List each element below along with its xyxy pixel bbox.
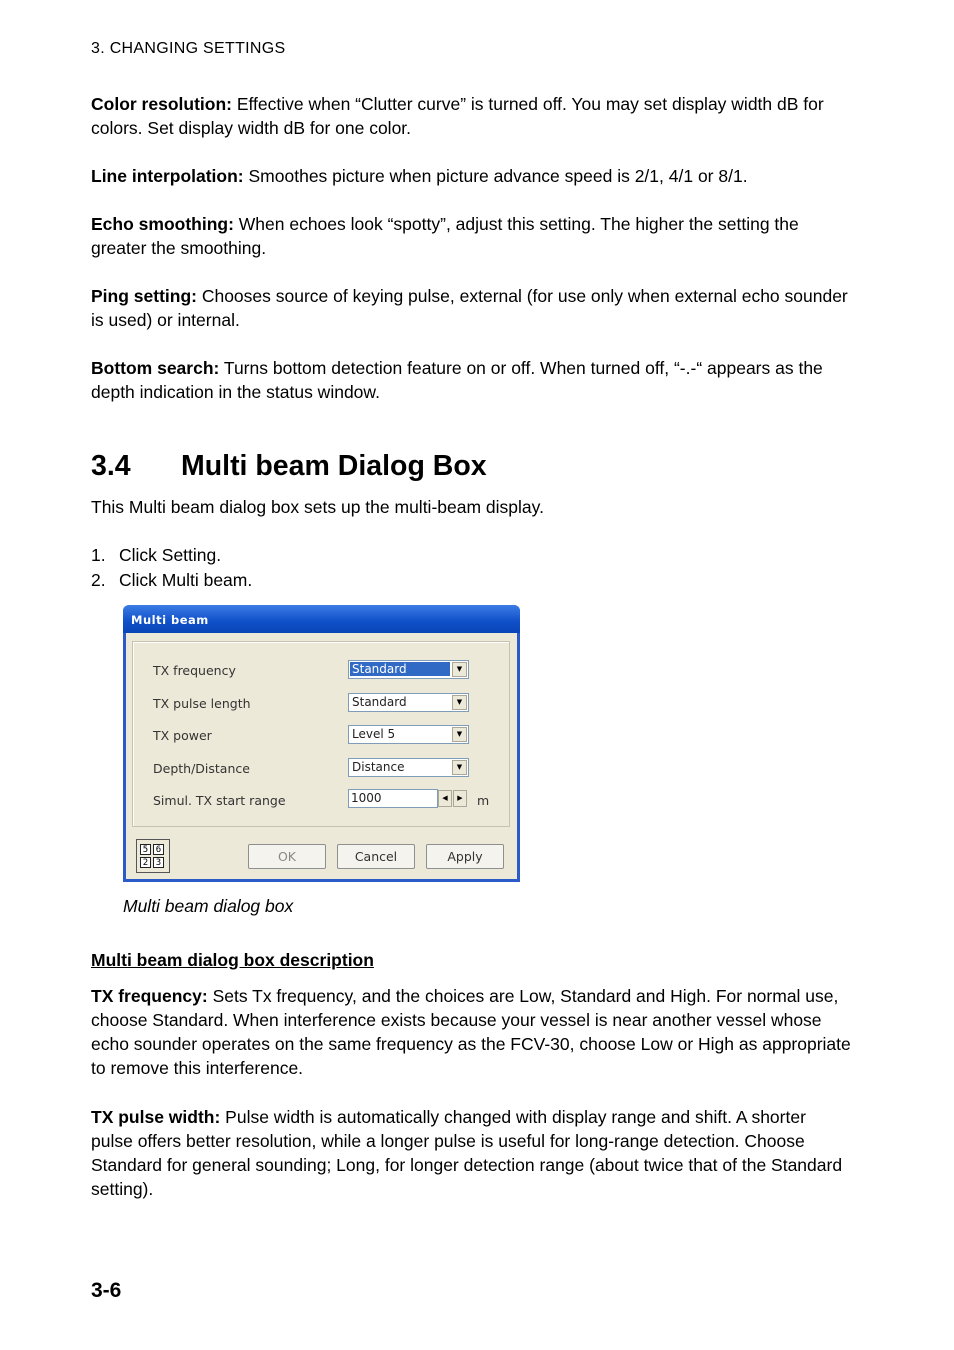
term: Ping setting: — [91, 286, 197, 306]
simul-tx-start-range-value: 1000 — [351, 791, 382, 805]
dialog-titlebar[interactable] — [123, 605, 520, 633]
tx-frequency-select[interactable] — [348, 660, 469, 679]
para-line-interpolation — [91, 164, 851, 188]
beam-layout-icon[interactable] — [136, 839, 170, 873]
chevron-down-icon[interactable]: ▼ — [452, 662, 467, 677]
chevron-down-icon[interactable]: ▼ — [452, 695, 467, 710]
chevron-down-icon[interactable]: ▼ — [452, 727, 467, 742]
simul-tx-start-range-input[interactable] — [348, 789, 438, 808]
tx-frequency-label: TX frequency — [153, 663, 236, 678]
tx-power-select[interactable] — [348, 725, 469, 744]
body-text: Smoothes picture when picture advance speed is 2/1, 4/1 or 8/1. — [243, 166, 748, 186]
grid-cell: 3 — [153, 857, 164, 868]
body-text: When echoes look “spotty”, adjust this setting. The higher the setting the greater the smoothing. — [91, 214, 799, 258]
step-text: Click Multi beam. — [119, 570, 253, 590]
para-echo-smoothing — [91, 212, 851, 260]
tx-pulse-length-value: Standard — [352, 695, 407, 709]
section-heading — [91, 450, 487, 483]
cancel-button[interactable]: Cancel — [337, 844, 415, 869]
tx-power-value: Level 5 — [352, 727, 396, 741]
spin-left-icon[interactable]: ◀ — [438, 790, 452, 807]
step-list — [91, 543, 252, 593]
para-bottom-search — [91, 356, 851, 404]
range-unit: m — [477, 793, 490, 808]
step-item — [91, 568, 252, 593]
body-text: Chooses source of keying pulse, external (for use only when external echo sounder is used) or internal. — [91, 286, 848, 330]
term: Color resolution: — [91, 94, 232, 114]
depth-distance-label: Depth/Distance — [153, 761, 250, 776]
grid-cell: 6 — [153, 844, 164, 855]
figure-caption: Multi beam dialog box — [123, 896, 294, 916]
apply-button[interactable]: Apply — [426, 844, 504, 869]
depth-distance-select[interactable] — [348, 758, 469, 777]
section-intro: This Multi beam dialog box sets up the multi-beam display. — [91, 497, 544, 517]
para-color-resolution — [91, 92, 851, 140]
ok-button[interactable]: OK — [248, 844, 326, 869]
term: TX pulse width: — [91, 1107, 221, 1127]
term: TX frequency: — [91, 986, 208, 1006]
body-text: Turns bottom detection feature on or off. When turned off, “-.-“ appears as the depth indication in the status window. — [91, 358, 823, 402]
dialog-client-area — [126, 633, 517, 879]
running-head: 3. CHANGING SETTINGS — [91, 40, 286, 57]
tx-frequency-value: Standard — [350, 662, 450, 676]
step-number: 1. — [91, 545, 106, 565]
depth-distance-value: Distance — [352, 760, 405, 774]
chevron-down-icon[interactable]: ▼ — [452, 760, 467, 775]
section-number: 3.4 — [91, 450, 131, 482]
step-text: Click Setting. — [119, 545, 222, 565]
page-number: 3-6 — [91, 1279, 122, 1302]
step-item — [91, 543, 252, 568]
para-tx-frequency — [91, 984, 851, 1080]
grid-cell: 5 — [140, 844, 151, 855]
simul-tx-start-range-label: Simul. TX start range — [153, 793, 286, 808]
tx-pulse-length-label: TX pulse length — [153, 696, 251, 711]
body-text: Sets Tx frequency, and the choices are Low, Standard and High. For normal use, choose Standard. When interference exists because your vessel is near another vessel whose echo sounder operates on the same frequency as the FCV-30, choose Low or High as appropriate to remove this interference. — [91, 986, 851, 1078]
tx-power-label: TX power — [153, 728, 212, 743]
step-number: 2. — [91, 570, 106, 590]
dialog-title: Multi beam — [131, 613, 209, 627]
tx-pulse-length-select[interactable] — [348, 693, 469, 712]
spin-right-icon[interactable]: ▶ — [453, 790, 467, 807]
para-tx-pulse-width — [91, 1105, 851, 1201]
settings-group — [132, 641, 510, 827]
description-heading: Multi beam dialog box description — [91, 950, 374, 970]
term: Line interpolation: — [91, 166, 244, 186]
para-ping-setting — [91, 284, 851, 332]
body-text: Pulse width is automatically changed with display range and shift. A shorter pulse offers better resolution, while a longer pulse is useful for long-range detection. Choose Standard for general sounding; Long, for longer detection range (about twice that of the Standard setting). — [91, 1107, 843, 1199]
term: Bottom search: — [91, 358, 220, 378]
body-text: Effective when “Clutter curve” is turned off. You may set display width dB for colors. Set display width dB for one color. — [91, 94, 824, 138]
section-title: Multi beam Dialog Box — [181, 450, 487, 482]
multi-beam-dialog — [123, 605, 520, 882]
term: Echo smoothing: — [91, 214, 234, 234]
grid-cell: 2 — [140, 857, 151, 868]
